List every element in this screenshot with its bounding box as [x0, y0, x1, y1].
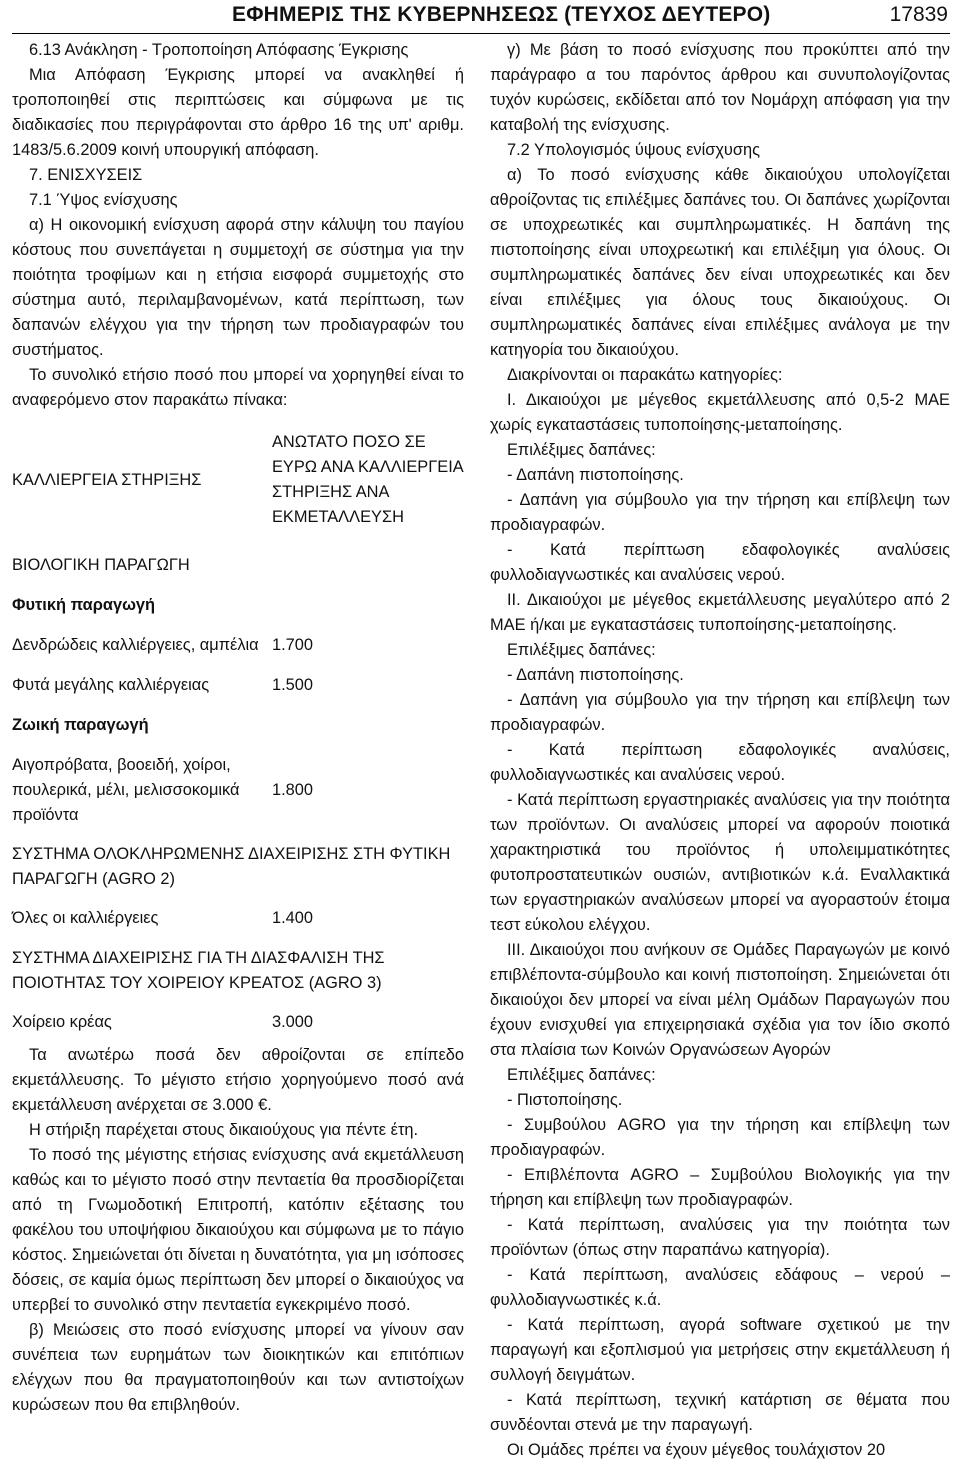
table-cell-crop: Όλες οι καλλιέργειες	[12, 909, 159, 927]
table-cell-amount: 1.500	[272, 676, 314, 694]
list-heading: Επιλέξιμες δαπάνες:	[507, 641, 656, 659]
table-cell-crop: Δενδρώδεις καλλιέργειες, αμπέλια	[12, 636, 259, 654]
table-section-agro3: ΣΥΣΤΗΜΑ ΔΙΑΧΕΙΡΙΣΗΣ ΓΙΑ ΤΗ ΔΙΑΣΦΑΛΙΣΗ ΤΗΣ ΠΟΙΟΤΗΤΑΣ ΤΟΥ ΧΟΙΡΕΙΟΥ ΚΡΕΑΤΟΣ (AGRO 3)	[12, 949, 385, 992]
section-heading-7: 7. ΕΝΙΣΧΥΣΕΙΣ	[29, 166, 143, 184]
list-item: - Συμβούλου AGRO για την τήρηση και επίβλεψη των προδιαγραφών.	[490, 1116, 950, 1159]
support-amounts-table	[12, 425, 464, 1035]
paragraph: Τα ανωτέρω ποσά δεν αθροίζονται σε επίπεδο εκμετάλλευσης. Το μέγιστο ετήσιο χορηγούμενο ποσό ανά εκμετάλλευση ανέρχεται σε 3.000 €.	[12, 1046, 464, 1114]
table-subsection-plant: Φυτική παραγωγή	[12, 596, 156, 614]
list-item: - Κατά περίπτωση, τεχνική κατάρτιση σε θέματα που συνδέονται στενά με την παραγωγή.	[490, 1391, 950, 1434]
paragraph: Το ποσό της μέγιστης ετήσιας ενίσχυσης ανά εκμετάλλευση καθώς και το μέγιστο ποσό στην πενταετία θα προσδιορίζεται από τη Γνωμοδοτική Επιτροπή, κατόπιν εξέτασης του φακέλου του υποψήφιου δικαιούχου και σύμφωνα με το πάγιο κόστος. Σημειώνεται ότι δίνεται η δυνατότητα, για μη ισόποσες δόσεις, σε καμία όμως περίπτωση δεν μπορεί ο δικαιούχος να υπερβεί το συνολικό στην πενταετία εγκεκριμένο ποσό.	[12, 1146, 464, 1314]
table-cell-crop: Χοίρειο κρέας	[12, 1013, 112, 1031]
table-row	[12, 673, 464, 698]
gazette-title: ΕΦΗΜΕΡΙΣ ΤΗΣ ΚΥΒΕΡΝΗΣΕΩΣ (ΤΕΥΧΟΣ ΔΕΥΤΕΡΟ)	[232, 3, 771, 26]
table-cell-crop: Φυτά μεγάλης καλλιέργειας	[12, 676, 210, 694]
list-item: - Κατά περίπτωση, αγορά software σχετικού με την παραγωγή και εξοπλισμού για μετρήσεις στην εκμετάλλευση ή συλλογή δειγμάτων.	[490, 1316, 950, 1384]
list-item: - Κατά περίπτωση εργαστηριακές αναλύσεις για την ποιότητα των προϊόντων. Οι αναλύσεις μπορεί να αφορούν ποιοτικά χαρακτηριστικά του προϊόντος ή υπολειμματικότητες φυτοπροστατευτικών ουσιών, αντιβιοτικών κ.ά. Εναλλακτικά των εργαστηριακών αναλύσεων μπορεί να αγοραστούν έτοιμα τεστ εύκολου ελέγχου.	[490, 791, 950, 934]
list-item: - Πιστοποίησης.	[507, 1091, 623, 1109]
table-cell-amount: 3.000	[272, 1013, 314, 1031]
table-row	[12, 906, 464, 931]
paragraph: γ) Με βάση το ποσό ενίσχυσης που προκύπτει από την παράγραφο α του παρόντος άρθρου και συνυπολογίζοντας τυχόν κυρώσεις, εκδίδεται από τον Νομάρχη απόφαση για την καταβολή της ενίσχυσης.	[490, 41, 950, 134]
paragraph: β) Μειώσεις στο ποσό ενίσχυσης μπορεί να γίνουν σαν συνέπεια των ευρημάτων των διοικητικών και επιτόπιων ελέγχων που θα πραγματοποιηθούν και των αντιστοίχων κυρώσεων που θα επιβληθούν.	[12, 1321, 464, 1414]
paragraph: Μια Απόφαση Έγκρισης μπορεί να ανακληθεί ή τροποποιηθεί στις περιπτώσεις και σύμφωνα με τις διαδικασίες που περιγράφονται στο άρθρο 16 της υπ' αριθμ. 1483/5.6.2009 κοινή υπουργική απόφαση.	[12, 66, 464, 159]
table-cell-amount: 1.800	[272, 781, 314, 799]
list-item: - Επιβλέποντα AGRO – Συμβούλου Βιολογικής για την τήρηση και επίβλεψη των προδιαγραφών.	[490, 1166, 950, 1209]
list-item: - Κατά περίπτωση εδαφολογικές αναλύσεις, φυλλοδιαγνωστικές και αναλύσεις νερού.	[490, 741, 950, 784]
category-heading: ΙΙΙ. Δικαιούχοι που ανήκουν σε Ομάδες Παραγωγών με κοινό επιβλέποντα-σύμβουλο και κοινή πιστοποίηση. Σημειώνεται ότι δικαιούχοι δεν μπορεί να είναι μέλη Ομάδων Παραγωγών που έχουν ενισχυθεί για επιχειρησιακά σχέδια για τον ίδιο σκοπό στα πλαίσια των Κοινών Οργανώσεων Αγορών	[490, 941, 950, 1059]
list-item: - Κατά περίπτωση εδαφολογικές αναλύσεις φυλλοδιαγνωστικές και αναλύσεις νερού.	[490, 541, 950, 584]
list-item: - Κατά περίπτωση, αναλύσεις εδάφους – νερού – φυλλοδιαγνωστικές κ.ά.	[490, 1266, 950, 1309]
paragraph: Η στήριξη παρέχεται στους δικαιούχους για πέντε έτη.	[29, 1121, 419, 1139]
paragraph: Οι Ομάδες πρέπει να έχουν μέγεθος τουλάχιστον 20	[507, 1441, 886, 1459]
paragraph: α) Το ποσό ενίσχυσης κάθε δικαιούχου υπολογίζεται αθροίζοντας τις επιλέξιμες δαπάνες του. Οι δαπάνες χωρίζονται σε υποχρεωτικές και συμπληρωματικές. Η δαπάνη της πιστοποίησης είναι υποχρεωτική και επιλέξιμη για όλους. Οι συμπληρωματικές δαπάνες δεν είναι υποχρεωτικές και δεν είναι επιλέξιμες για όλους τους δικαιούχους. Οι συμπληρωματικές δαπάνες είναι επιλέξιμες ανάλογα με την κατηγορία του δικαιούχου.	[490, 166, 950, 359]
right-column	[490, 38, 950, 1463]
list-heading: Επιλέξιμες δαπάνες:	[507, 1066, 656, 1084]
table-section-agro2: ΣΥΣΤΗΜΑ ΟΛΟΚΛΗΡΩΜΕΝΗΣ ΔΙΑΧΕΙΡΙΣΗΣ ΣΤΗ ΦΥΤΙΚΗ ΠΑΡΑΓΩΓΗ (AGRO 2)	[12, 845, 451, 888]
table-row	[12, 633, 464, 658]
left-column	[12, 38, 464, 1418]
table-subsection-animal: Ζωική παραγωγή	[12, 716, 149, 734]
list-item: - Δαπάνη για σύμβουλο για την τήρηση και επίβλεψη των προδιαγραφών.	[490, 491, 950, 534]
category-heading: Ι. Δικαιούχοι με μέγεθος εκμετάλλευσης από 0,5-2 ΜΑΕ χωρίς εγκαταστάσεις τυποποίησης-μεταποίησης.	[490, 391, 950, 434]
table-header-row	[12, 425, 464, 535]
table-section-organic: ΒΙΟΛΟΓΙΚΗ ΠΑΡΑΓΩΓΗ	[12, 556, 190, 574]
section-heading-7-1: 7.1 Ύψος ενίσχυσης	[29, 191, 178, 209]
table-cell-amount: 1.700	[272, 636, 314, 654]
list-heading: Επιλέξιμες δαπάνες:	[507, 441, 656, 459]
table-row	[12, 1010, 464, 1035]
section-heading-7-2: 7.2 Υπολογισμός ύψους ενίσχυσης	[507, 141, 761, 159]
header-divider	[12, 33, 950, 34]
section-heading-6-13: 6.13 Ανάκληση - Τροποποίηση Απόφασης Έγκρισης	[29, 41, 409, 59]
paragraph: Διακρίνονται οι παρακάτω κατηγορίες:	[507, 366, 783, 384]
table-cell-crop: Αιγοπρόβατα, βοοειδή, χοίροι, πουλερικά, μέλι, μελισσοκομικά προϊόντα	[12, 756, 240, 824]
table-header-amount: ΑΝΩΤΑΤΟ ΠΟΣΟ ΣΕ ΕΥΡΩ ΑΝΑ ΚΑΛΛΙΕΡΓΕΙΑ ΣΤΗΡΙΞΗΣ ΑΝΑ ΕΚΜΕΤΑΛΛΕΥΣΗ	[272, 433, 463, 526]
table-cell-amount: 1.400	[272, 909, 314, 927]
table-header-crop: ΚΑΛΛΙΕΡΓΕΙΑ ΣΤΗΡΙΞΗΣ	[12, 470, 202, 489]
category-heading: ΙΙ. Δικαιούχοι με μέγεθος εκμετάλλευσης μεγαλύτερο από 2 ΜΑΕ ή/και με εγκαταστάσεις τυποποίησης-μεταποίησης.	[490, 591, 950, 634]
paragraph: α) Η οικονομική ενίσχυση αφορά στην κάλυψη του παγίου κόστους που συνεπάγεται η συμμετοχή σε σύστημα για την ποιότητα τροφίμων και η ετήσια εισφορά συμμετοχής στο σύστημα αυτό, περιλαμβανομένων, κατά περίπτωση, των δαπανών ελέγχου για την τήρηση των προδιαγραφών του συστήματος.	[12, 216, 464, 359]
table-row	[12, 753, 464, 828]
list-item: - Δαπάνη για σύμβουλο για την τήρηση και επίβλεψη των προδιαγραφών.	[490, 691, 950, 734]
list-item: - Δαπάνη πιστοποίησης.	[507, 466, 684, 484]
list-item: - Δαπάνη πιστοποίησης.	[507, 666, 684, 684]
page-number: 17839	[889, 3, 948, 26]
page-header	[0, 0, 960, 34]
list-item: - Κατά περίπτωση, αναλύσεις για την ποιότητα των προϊόντων (όπως στην παραπάνω κατηγορία).	[490, 1216, 950, 1259]
paragraph: Το συνολικό ετήσιο ποσό που μπορεί να χορηγηθεί είναι το αναφερόμενο στον παρακάτω πίνακα:	[12, 366, 464, 409]
